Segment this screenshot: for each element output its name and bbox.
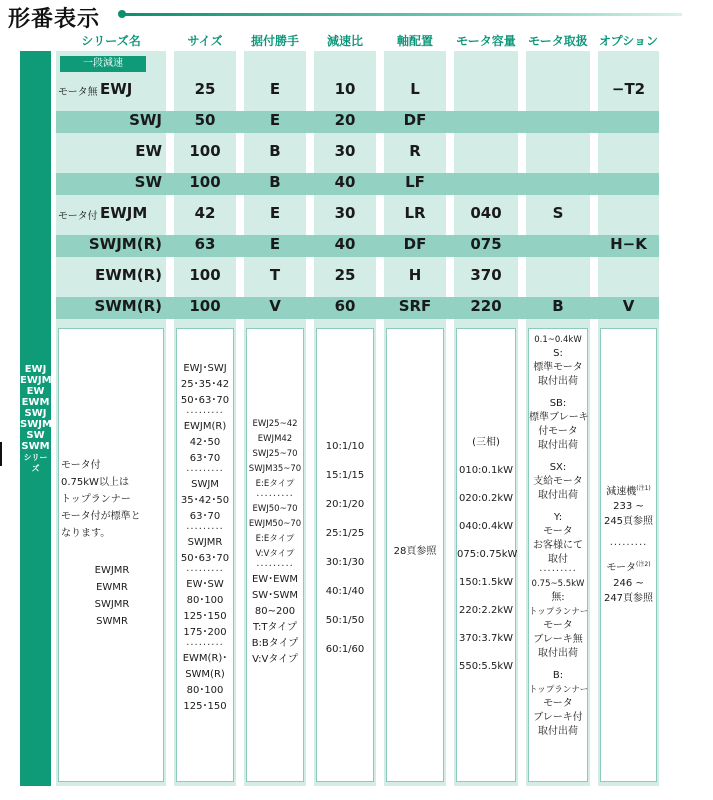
note-line: SWM(R) bbox=[185, 669, 225, 680]
note-line: 80~200 bbox=[254, 606, 296, 617]
size-value: 100 bbox=[189, 142, 221, 160]
capacity-value: 370 bbox=[470, 266, 502, 284]
sidebar-series-label: EWJ bbox=[24, 364, 47, 375]
note-line: 370:3.7kW bbox=[458, 633, 514, 644]
note-line: T:Tタイプ bbox=[253, 622, 297, 633]
option-value: V bbox=[622, 297, 635, 315]
note-line: V:Vタイプ bbox=[252, 654, 298, 665]
note-line: 30:1/30 bbox=[325, 557, 365, 568]
note-line: 20:1/20 bbox=[325, 499, 365, 510]
note-line: 550:5.5kW bbox=[458, 661, 514, 672]
size-value: 100 bbox=[189, 297, 221, 315]
note-line: 63･70 bbox=[189, 511, 221, 522]
note-line: 無: bbox=[551, 592, 565, 603]
note-line: 220:2.2kW bbox=[458, 605, 514, 616]
note-line: 80･100 bbox=[186, 595, 224, 606]
size-value: 42 bbox=[194, 204, 216, 222]
dotted-separator: ········· bbox=[186, 566, 224, 577]
header-ratio: 減速比 bbox=[326, 34, 363, 48]
footnote-ref: (注2) bbox=[636, 561, 651, 569]
sidebar-series-label: EWJM bbox=[20, 375, 52, 386]
note-line: 63･70 bbox=[189, 453, 221, 464]
note-line: 020:0.2kW bbox=[458, 493, 514, 504]
header-size: サイズ bbox=[187, 34, 223, 48]
header-option: オプション bbox=[599, 34, 658, 48]
page-title: 形番表示 bbox=[8, 7, 101, 32]
note-line: EWJMR bbox=[94, 565, 130, 576]
note-line: SWJMR bbox=[94, 599, 130, 610]
sidebar-series-label: EWM bbox=[21, 397, 50, 408]
note-line: E:Eタイプ bbox=[255, 479, 295, 489]
note-line: 125･150 bbox=[183, 701, 227, 712]
note-line: 取付 bbox=[548, 554, 568, 565]
option-note-box bbox=[600, 328, 657, 782]
ratio-value: 10 bbox=[334, 80, 356, 98]
note-line: B:Bタイプ bbox=[251, 638, 299, 649]
series-sidebar-text bbox=[20, 364, 51, 474]
note-line: EWJ･SWJ bbox=[183, 363, 227, 374]
capacity-value: 075 bbox=[470, 235, 502, 253]
ratio-note-box bbox=[316, 328, 374, 782]
note-line: モータ付 bbox=[61, 460, 101, 471]
size-value: 50 bbox=[194, 111, 216, 129]
shaft-value: L bbox=[410, 80, 420, 98]
size-note-box bbox=[176, 328, 234, 782]
title-rule bbox=[122, 13, 682, 16]
dotted-separator: ········· bbox=[539, 566, 577, 577]
option-value: −T2 bbox=[611, 80, 646, 98]
note-line: EW･EWM bbox=[251, 574, 299, 585]
shaft-value: R bbox=[409, 142, 421, 160]
shaft-value: H bbox=[408, 266, 422, 284]
shaft-value: LF bbox=[405, 173, 425, 191]
note-line: EWM(R)･ bbox=[182, 653, 228, 664]
note-line: 247頁参照 bbox=[603, 592, 654, 604]
sidebar-series-label: シリーズ bbox=[23, 453, 48, 473]
note-line: 040:0.4kW bbox=[458, 521, 514, 532]
note-line: 80･100 bbox=[186, 685, 224, 696]
mount-value: E bbox=[269, 235, 281, 253]
series-code: EW bbox=[135, 142, 162, 160]
note-line: 233 ~ bbox=[613, 501, 644, 513]
note-line: Y: bbox=[553, 512, 563, 523]
capacity-value: 220 bbox=[470, 297, 502, 315]
ratio-value: 30 bbox=[334, 142, 356, 160]
note-line: 40:1/40 bbox=[325, 586, 365, 597]
mount-value: B bbox=[269, 142, 281, 160]
note-line: 取付出荷 bbox=[538, 648, 578, 659]
motor-note-box bbox=[528, 328, 588, 782]
note-line: 010:0.1kW bbox=[458, 465, 514, 476]
dotted-separator: ········· bbox=[186, 640, 224, 651]
note-line: 0.75kW以上は bbox=[61, 477, 129, 488]
ratio-value: 40 bbox=[334, 173, 356, 191]
note-line: トップランナー bbox=[529, 685, 589, 695]
size-value: 63 bbox=[194, 235, 216, 253]
note-line: 標準モータ bbox=[533, 362, 583, 373]
note-line: お客様にて bbox=[533, 540, 583, 551]
note-line: SW･SWM bbox=[251, 590, 299, 601]
note-line: モータ bbox=[543, 526, 573, 537]
note-line: 0.75~5.5kW bbox=[531, 579, 585, 589]
capacity-value: 040 bbox=[470, 204, 502, 222]
note-line: (三相) bbox=[472, 437, 500, 448]
shaft-value: LR bbox=[404, 204, 426, 222]
dotted-separator: ········· bbox=[256, 561, 294, 572]
note-line: 50･63･70 bbox=[180, 395, 230, 406]
sidebar-series-label: SWJ bbox=[24, 408, 47, 419]
shaft-value: DF bbox=[403, 111, 427, 129]
note-line: 0.1~0.4kW bbox=[534, 335, 582, 345]
motor-value: S bbox=[552, 204, 564, 222]
note-line: EWJM(R) bbox=[183, 421, 227, 432]
dotted-separator: ········· bbox=[609, 540, 648, 552]
series-code: SW bbox=[134, 173, 162, 191]
note-line: 42･50 bbox=[189, 437, 221, 448]
note-line: B: bbox=[552, 670, 564, 681]
note-line: EWJM50~70 bbox=[248, 519, 302, 529]
mount-value: E bbox=[269, 204, 281, 222]
note-line: トップランナー bbox=[529, 607, 589, 617]
note-line: ブレーキ無 bbox=[533, 634, 583, 645]
note-line: 減速機$^{(注1)}$ bbox=[606, 485, 651, 498]
ratio-value: 20 bbox=[334, 111, 356, 129]
note-line: SWJ25~70 bbox=[252, 449, 298, 459]
series-code: SWJM(R) bbox=[88, 235, 162, 253]
motor-value: B bbox=[552, 297, 564, 315]
ratio-value: 30 bbox=[334, 204, 356, 222]
size-value: 100 bbox=[189, 266, 221, 284]
note-line: 25･35･42 bbox=[180, 379, 230, 390]
note-line: SWJM bbox=[191, 479, 219, 490]
note-line: E:Eタイプ bbox=[255, 534, 295, 544]
note-line: S: bbox=[553, 348, 563, 359]
series-note-box bbox=[58, 328, 164, 782]
note-line: EWJ50~70 bbox=[252, 504, 298, 514]
shaft-value: DF bbox=[403, 235, 427, 253]
note-line: EWJ25~42 bbox=[252, 419, 298, 429]
dotted-separator: ········· bbox=[186, 524, 224, 535]
note-line: 支給モータ bbox=[533, 476, 583, 487]
sidebar-series-label: SWJM bbox=[20, 419, 52, 430]
mount-value: T bbox=[269, 266, 281, 284]
header-capacity: モータ容量 bbox=[456, 34, 516, 48]
header-motor: モータ取扱 bbox=[528, 34, 588, 48]
dotted-separator: ········· bbox=[256, 491, 294, 502]
header-mount: 据付勝手 bbox=[250, 34, 299, 48]
note-line: 35･42･50 bbox=[180, 495, 230, 506]
sidebar-series-label: EW bbox=[26, 386, 45, 397]
motor-prefix-label: モータ付 bbox=[58, 211, 98, 222]
stage-label: 一段減速 bbox=[60, 56, 146, 72]
footnote-ref: (注1) bbox=[636, 485, 651, 492]
note-line: SB: bbox=[549, 398, 567, 409]
edge-marker bbox=[0, 442, 2, 466]
note-line: モータ付が標準と bbox=[61, 511, 141, 522]
note-line: 取付出荷 bbox=[538, 726, 578, 737]
mount-value: V bbox=[269, 297, 281, 315]
note-line: ブレーキ付 bbox=[533, 712, 583, 723]
series-code: EWM(R) bbox=[95, 266, 162, 284]
dotted-separator: ········· bbox=[186, 408, 224, 419]
note-line: 28頁参照 bbox=[393, 546, 437, 557]
note-line: SWMR bbox=[96, 616, 128, 627]
note-line: 取付出荷 bbox=[538, 440, 578, 451]
series-code: EWJ bbox=[100, 80, 133, 98]
dotted-separator: ········· bbox=[186, 466, 224, 477]
note-line: 60:1/60 bbox=[325, 644, 365, 655]
mount-value: E bbox=[269, 80, 281, 98]
ratio-value: 60 bbox=[334, 297, 356, 315]
note-line: 取付出荷 bbox=[538, 376, 578, 387]
size-value: 100 bbox=[189, 173, 221, 191]
note-line: SWJMR bbox=[187, 537, 223, 548]
note-line: 付モータ bbox=[538, 426, 578, 437]
note-line: モータ$^{(注2)}$ bbox=[606, 561, 651, 574]
note-line: V:Vタイプ bbox=[255, 549, 295, 559]
sidebar-series-label: SWM bbox=[21, 441, 50, 452]
note-line: 125･150 bbox=[183, 611, 227, 622]
ratio-value: 25 bbox=[334, 266, 356, 284]
note-line: モータ bbox=[543, 698, 573, 709]
note-line: 10:1/10 bbox=[325, 441, 365, 452]
note-line: モータ bbox=[543, 620, 573, 631]
note-line: 175･200 bbox=[183, 627, 227, 638]
note-line: 075:0.75kW bbox=[457, 549, 518, 560]
note-line: 246 ~ bbox=[613, 577, 644, 589]
note-line: 25:1/25 bbox=[325, 528, 365, 539]
series-code: SWM(R) bbox=[94, 297, 162, 315]
shaft-note-box bbox=[386, 328, 444, 782]
series-code: SWJ bbox=[129, 111, 162, 129]
series-code: EWJM bbox=[100, 204, 148, 222]
header-series: シリーズ名 bbox=[81, 34, 141, 48]
note-line: EWMR bbox=[96, 582, 128, 593]
note-line: 取付出荷 bbox=[538, 490, 578, 501]
shaft-value: SRF bbox=[398, 297, 432, 315]
note-line: 15:1/15 bbox=[325, 470, 365, 481]
note-line: 標準ブレーキ bbox=[529, 412, 589, 423]
note-line: 50･63･70 bbox=[180, 553, 230, 564]
sidebar-series-label: SW bbox=[26, 430, 45, 441]
capacity-note-box bbox=[456, 328, 516, 782]
note-line: 150:1.5kW bbox=[458, 577, 514, 588]
note-line: 50:1/50 bbox=[325, 615, 365, 626]
note-line: EWJM42 bbox=[257, 434, 293, 444]
note-line: SX: bbox=[549, 462, 567, 473]
option-value: H−K bbox=[610, 235, 647, 253]
motor-prefix-label: モータ無 bbox=[58, 87, 98, 98]
mount-value: E bbox=[269, 111, 281, 129]
header-shaft: 軸配置 bbox=[396, 34, 433, 48]
note-line: EW･SW bbox=[186, 579, 224, 590]
mount-value: B bbox=[269, 173, 281, 191]
note-line: なります。 bbox=[61, 528, 111, 539]
ratio-value: 40 bbox=[334, 235, 356, 253]
mount-note-box bbox=[246, 328, 304, 782]
note-line: トップランナー bbox=[61, 494, 131, 505]
note-line: 245頁参照 bbox=[603, 516, 654, 528]
note-line: SWJM35~70 bbox=[248, 464, 302, 474]
size-value: 25 bbox=[194, 80, 216, 98]
